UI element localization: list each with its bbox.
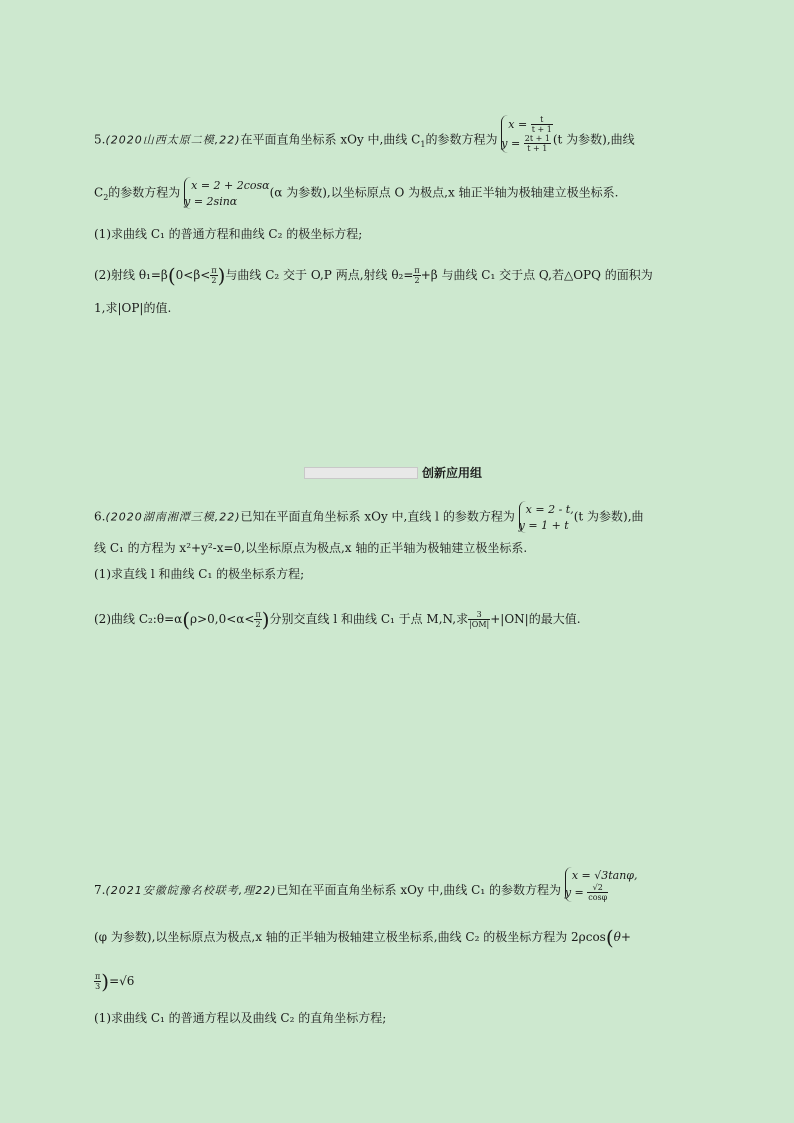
problem-text: (t 为参数),曲 bbox=[573, 509, 644, 524]
fraction: $\frac{3}{|OM|}$ bbox=[469, 610, 490, 629]
equation-x: x = √3tanφ, bbox=[571, 869, 638, 882]
paren-close: ) bbox=[217, 263, 226, 288]
parametric-system bbox=[501, 115, 553, 153]
problem-text: 的参数方程为 bbox=[425, 132, 498, 147]
problem5-line2: $C_2$的参数方程为 x = 2 + 2cosα y = 2sinα(α 为参数),以坐标原点 O 为极点,x 轴正半轴为极轴建立极坐标系. bbox=[94, 179, 619, 208]
fraction: $\frac{2t + 1}{t + 1}$ bbox=[524, 134, 550, 153]
problem-text: (φ 为参数),以坐标原点为极点,x 轴的正半轴为极轴建立极坐标系,曲线 C₂ 的极坐标方程为 2ρcos bbox=[94, 930, 606, 944]
section-bar bbox=[304, 467, 418, 479]
section-header bbox=[304, 464, 482, 481]
section-title: 创新应用组 bbox=[422, 466, 483, 480]
problem-text: (α 为参数),以坐标原点 O 为极点,x 轴正半轴为极轴建立极坐标系. bbox=[269, 185, 619, 200]
equation-y: y = 2sinα bbox=[184, 195, 238, 208]
paren-close: ) bbox=[101, 969, 110, 994]
condition: ρ>0,0<α< bbox=[190, 612, 255, 626]
problem-number: 7. bbox=[94, 883, 106, 897]
problem-source: (2021安徽皖豫名校联考,理22) bbox=[105, 884, 277, 897]
equation-x: x = 2 - t, bbox=[525, 503, 574, 516]
problem6-line1 bbox=[94, 501, 644, 533]
fraction: $\frac{\pi}{3}$ bbox=[95, 972, 101, 991]
problem5-line1: 5.(2020山西太原二模,22)在平面直角坐标系 xOy 中,曲线 $C_1$的参数方程为 x = $\frac{t}{t + 1}$ y = $\frac{2t + 1}{t + 1}$ (t 为参数),曲线 bbox=[94, 115, 635, 153]
condition: 0<β< bbox=[175, 268, 211, 282]
parametric-system bbox=[184, 177, 269, 209]
problem5-q2-cont: 1,求|OP|的值. bbox=[94, 301, 172, 315]
parametric-system bbox=[565, 867, 638, 902]
fraction: $\frac{√2}{\cos\varphi}$ bbox=[588, 883, 608, 902]
problem-source: (2020山西太原二模,22) bbox=[105, 133, 241, 147]
problem-text: (2)曲线 C₂:θ=α bbox=[94, 612, 183, 626]
parametric-system bbox=[519, 501, 574, 533]
paren-open: ( bbox=[167, 263, 176, 288]
problem-text: 分别交直线 l 和曲线 C₁ 于点 M,N,求 bbox=[269, 612, 469, 626]
problem-text: (2)射线 θ₁=β bbox=[94, 268, 168, 282]
problem7-line2 bbox=[94, 925, 631, 950]
problem7-q1: (1)求曲线 C₁ 的普通方程以及曲线 C₂ 的直角坐标方程; bbox=[94, 1011, 387, 1025]
problem-text: C bbox=[94, 185, 104, 200]
paren-open: ( bbox=[605, 925, 614, 950]
fraction: $\frac{\pi}{2}$ bbox=[414, 266, 420, 285]
fraction: $\frac{t}{t + 1}$ bbox=[531, 115, 552, 134]
equation-lhs: y = bbox=[564, 885, 584, 899]
problem-text: 的参数方程为 bbox=[108, 185, 181, 200]
equation-y: y = 1 + t bbox=[518, 519, 569, 532]
problem5-q2 bbox=[94, 263, 653, 288]
problem-text: 已知在平面直角坐标系 xOy 中,直线 l 的参数方程为 bbox=[240, 509, 515, 524]
problem-text: θ+ bbox=[613, 930, 631, 944]
problem-text: 已知在平面直角坐标系 xOy 中,曲线 C₁ 的参数方程为 bbox=[276, 883, 561, 897]
fraction: $\frac{\pi}{2}$ bbox=[211, 266, 217, 285]
paren-close: ) bbox=[261, 607, 270, 632]
problem-text: +|ON|的最大值. bbox=[490, 612, 581, 626]
problem6-q2 bbox=[94, 607, 581, 632]
problem7-line1 bbox=[94, 869, 638, 908]
problem-number: 6. bbox=[94, 509, 106, 524]
problem7-line3 bbox=[94, 969, 135, 994]
problem-number: 5. bbox=[94, 132, 106, 147]
problem-text: 在平面直角坐标系 xOy 中,曲线 C bbox=[240, 132, 421, 147]
equation-lhs: x = bbox=[508, 117, 528, 131]
problem5-q1: (1)求曲线 C₁ 的普通方程和曲线 C₂ 的极坐标方程; bbox=[94, 227, 363, 241]
problem6-q1: (1)求直线 l 和曲线 C₁ 的极坐标系方程; bbox=[94, 567, 305, 581]
paren-open: ( bbox=[182, 607, 191, 632]
fraction: $\frac{\pi}{2}$ bbox=[255, 610, 261, 629]
problem6-line2: 线 C₁ 的方程为 x²+y²-x=0,以坐标原点为极点,x 轴的正半轴为极轴建立极坐标系. bbox=[94, 541, 528, 555]
problem-text: (t 为参数),曲线 bbox=[552, 132, 635, 147]
equation-lhs: y = bbox=[501, 136, 521, 150]
equation-x: x = 2 + 2cosα bbox=[191, 179, 270, 192]
problem-text: 与曲线 C₂ 交于 O,P 两点,射线 θ₂= bbox=[225, 268, 414, 282]
problem-text: +β 与曲线 C₁ 交于点 Q,若△OPQ 的面积为 bbox=[420, 268, 653, 282]
problem-text: =√6 bbox=[109, 974, 135, 988]
problem-source: (2020湖南湘潭三模,22) bbox=[105, 510, 241, 524]
